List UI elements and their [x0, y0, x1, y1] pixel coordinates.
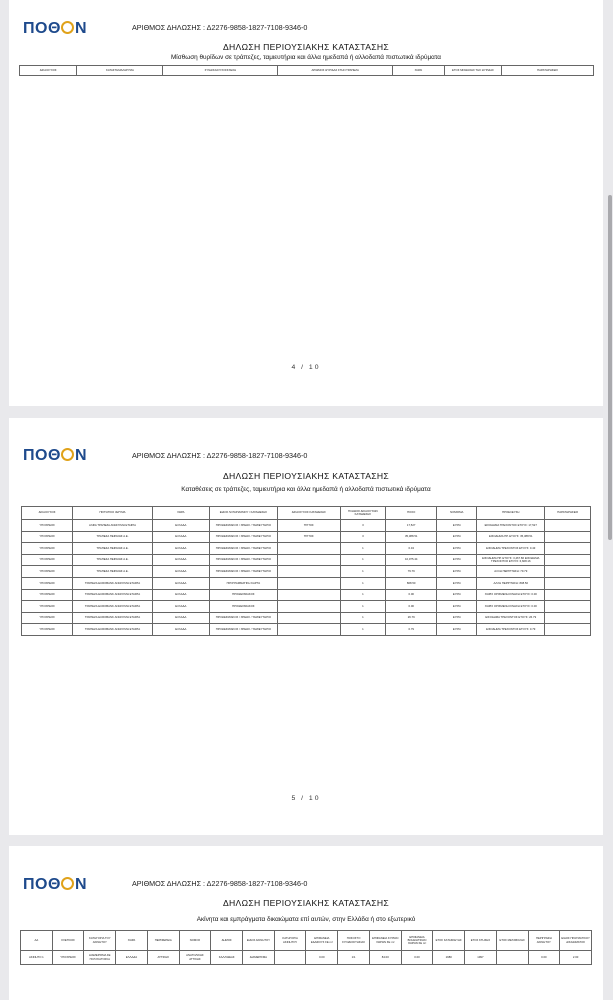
- column-header: ΠΡΟΕΛΕΥΣΗ: [477, 507, 545, 520]
- table-cell: ΥΠΟΧΡΕΟΣ: [22, 601, 73, 613]
- column-header: ΕΠΙΦΑΝΕΙΑ ΚΥΡΙΩΝ ΧΩΡΩΝ ΣΕ m²: [369, 931, 401, 951]
- table-cell: ΥΠΟΧΡΕΟΣ: [22, 624, 73, 636]
- table-cell: ΠΡΟΘΕΣΜΙΑΚΟΣ / ΧΡΕΩΣ / ΤΑΜΙΕΥΤΗΡΙΟ: [209, 531, 277, 543]
- table-cell: 1997: [465, 951, 497, 965]
- column-header: ΣΧΕΤΙΚΟΣ: [52, 931, 84, 951]
- table-cell: ΕΥΡΩ: [437, 566, 477, 578]
- table-cell: [496, 951, 528, 965]
- table-cell: ΕΙΣΟΔΗΜΑ ΠΡ. ΕΤΟΥΣ: 3,467.86 ΕΙΣΟΔΗΜΑ ΤΡΕΧΟΝΤΟΣ ΕΤΟΥΣ: 6,608.16: [477, 554, 545, 566]
- column-header: ΠΟΣΟ: [386, 507, 437, 520]
- table-cell: 1: [340, 566, 386, 578]
- table-cell: 0.00: [528, 951, 560, 965]
- table-cell: ΕΥΡΩ: [437, 520, 477, 532]
- column-header: ΧΩΡΑ: [393, 66, 445, 76]
- pdf-page-4: [9, 0, 603, 406]
- table-cell: ΕΛΛΑΔΑ: [152, 554, 209, 566]
- table-cell: 3: [340, 520, 386, 532]
- table-cell: ΠΡΟΘΕΣΜΙΑΚΟΣ / ΧΡΕΩΣ / ΤΑΜΙΕΥΤΗΡΙΟ: [209, 520, 277, 532]
- table-cell: 1: [340, 612, 386, 624]
- column-header: ΕΤΟΣ ΜΙΣΘΩΣΗΣ ΤΗΣ ΘΥΡΙΔΑΣ: [444, 66, 501, 76]
- table-cell: ΥΠΟΧΡΕΟΣ: [52, 951, 84, 965]
- table-cell: ΤΡΑΠΕΖΑ ΠΕΙΡΑΙΩΣ Α.Ε.: [73, 566, 153, 578]
- table-cell: ΕΥΡΩ: [437, 601, 477, 613]
- poten-logo: ΠΟΘ Ν: [23, 876, 88, 893]
- table-row: [22, 601, 591, 613]
- table-cell: ΤΡΑΠΕΖΑ EUROBANK ΑΝΩΝΥΜΗ ΕΤΑΙΡΙΑ: [73, 601, 153, 613]
- table-header-row: [21, 931, 592, 951]
- column-header: ΕΙΔΟΣ ΛΟΓΑΡΙΑΣΜΟΥ / ΚΑΤΑΘΕΣΗΣ: [209, 507, 277, 520]
- table-cell: ΑΛΛΗ ΠΕΡΙΠΤΩΣΗ: 79.79: [477, 566, 545, 578]
- column-header: ΔΙΚΑΙΟΥΧΟΣ: [22, 507, 73, 520]
- table-cell: ΑΛΦΑ ΤΡΑΠΕΖΑ ΑΝΩΝΥΜΗ ΕΤΑΙΡΙΑ: [73, 520, 153, 532]
- table-cell: ΑΤΤΙΚΗΣ: [147, 951, 179, 965]
- table-cell: 1: [340, 554, 386, 566]
- table-cell: 2.00: [560, 951, 592, 965]
- table-cell: ΕΛΛΑΔΑ: [116, 951, 148, 965]
- section-title: Ακίνητα και εμπράγματα δικαιώματα επί αυτών, στην Ελλάδα ή στο εξωτερικό: [196, 916, 416, 923]
- column-header: ΠΕΡΙΓΡΑΦΗ ΑΚΙΝΗΤΟΥ: [528, 931, 560, 951]
- table-cell: ΕΙΣΟΔΗΜΑ ΤΡΕΧΟΝΤΟΣ ΕΤΟΥΣ: 17,527: [477, 520, 545, 532]
- table-cell: 1/1: [338, 951, 370, 965]
- table-cell: 1: [340, 601, 386, 613]
- column-header: ΧΩΡΑ: [152, 507, 209, 520]
- table-cell: ΧΩΡΙΣ ΟΡΙΣΜΕΝΗ ΚΙΝΗΣΗ ΕΤΟΥΣ: 0.00: [477, 589, 545, 601]
- poten-logo: ΠΟΘ Ν: [23, 447, 88, 464]
- table-cell: ΤΡΑΠΕΖΑ EUROBANK ΑΝΩΝΥΜΗ ΕΤΑΙΡΙΑ: [73, 589, 153, 601]
- column-header: ΝΟΜΟΣ: [179, 931, 211, 951]
- section-title: Μίσθωση θυρίδων σε τράπεζες, ταμιευτήρια και άλλα ημεδαπά ή αλλοδαπά πιστωτικά ιδρύματα: [170, 54, 442, 61]
- section-title: Καταθέσεις σε τράπεζες, ταμιευτήρια και άλλα ημεδαπά ή αλλοδαπά πιστωτικά ιδρύματα: [181, 486, 431, 493]
- column-header: ΕΤΟΣ ΜΕΤΑΒΟΛΗΣ: [496, 931, 528, 951]
- column-header: ΔΙΚΑΙΟΥΧΟΣ: [20, 66, 77, 76]
- table-cell: ΤΡΑΠΕΖΑ EUROBANK ΑΝΩΝΥΜΗ ΕΤΑΙΡΙΑ: [73, 624, 153, 636]
- table-row: [22, 566, 591, 578]
- table-cell: ΕΙΣΟΔΗΜΑ ΤΡΕΧΟΝΤΟΣ ΕΤΟΥΣ: 0.43: [477, 543, 545, 555]
- table-cell: ΕΛΛΑΔΑ: [152, 612, 209, 624]
- column-header: ΝΟΜΙΣΜΑ: [437, 507, 477, 520]
- table-cell: ΠΡΟΘΕΣΜΙΑΚΟΣ: [209, 589, 277, 601]
- column-header: ΚΑΤΑΣΤΗΜΑ/ΙΔΡΥΜΑ: [77, 66, 163, 76]
- table-cell: ΥΠΟΧΡΕΟΣ: [22, 612, 73, 624]
- table-cell: [545, 554, 591, 566]
- table-cell: 0.00: [386, 589, 437, 601]
- table-row: [22, 543, 591, 555]
- table-cell: 0.00: [306, 951, 338, 965]
- table-cell: ΤΡΙΤΟΣ: [278, 531, 341, 543]
- logo-ring-icon: [61, 877, 74, 890]
- table-cell: [274, 951, 306, 965]
- deposits-table: [21, 506, 591, 636]
- column-header: ΠΑΡΑΤΗΡΗΣΕΙΣ: [502, 66, 594, 76]
- table-cell: 79.79: [386, 566, 437, 578]
- table-row: [22, 624, 591, 636]
- table-cell: ΕΛΛΑΔΑ: [152, 601, 209, 613]
- table-cell: ΠΡΟΘΕΣΜΙΑΚΟΣ / ΧΡΕΩΣ / ΤΑΜΙΕΥΤΗΡΙΟ: [209, 612, 277, 624]
- table-cell: ΠΡΟΓΡΑΜΜΑΤΙΚΗ ΚΑΡΤΑ: [209, 577, 277, 589]
- table-cell: [545, 612, 591, 624]
- table-row: [22, 577, 591, 589]
- table-cell: [545, 601, 591, 613]
- real-estate-table: [20, 930, 592, 965]
- table-header-row: [20, 66, 594, 76]
- column-header: ΠΑΡΑΤΗΡΗΣΕΙΣ: [545, 507, 591, 520]
- table-cell: ΥΠΟΧΡΕΟΣ: [22, 531, 73, 543]
- table-cell: ΥΠΟΧΡΕΟΣ: [22, 589, 73, 601]
- table-cell: ΕΛΛΑΔΑ: [152, 624, 209, 636]
- table-cell: [278, 601, 341, 613]
- column-header: ΧΩΡΑ: [116, 931, 148, 951]
- table-cell: 1: [340, 624, 386, 636]
- table-cell: ΑΚΙΝΗΤΟ 1: [21, 951, 53, 965]
- column-header: ΚΑΤΗΓΟΡΙΑ ΑΚΙΝΗΤΟΥ: [274, 931, 306, 951]
- table-cell: ΕΥΡΩ: [437, 554, 477, 566]
- table-cell: ΕΥΡΩ: [437, 531, 477, 543]
- table-cell: ΔΙΑΜΕΡΙΣΜΑ ΣΕ ΠΟΛΥΚΑΤΟΙΚΙΑ: [84, 951, 116, 965]
- table-cell: ΕΙΣΟΔΗΜΑ ΠΡ. ΕΤΟΥΣ: 35,388.51: [477, 531, 545, 543]
- declaration-number: ΑΡΙΘΜΟΣ ΔΗΛΩΣΗΣ : Δ2276-9858-1827-7108-9346-0: [132, 23, 308, 32]
- table-cell: ΥΠΟΧΡΕΟΣ: [22, 554, 73, 566]
- table-cell: ΚΑΛΛΙΘΕΑΣ: [211, 951, 243, 965]
- table-cell: ΤΡΑΠΕΖΑ ΠΕΙΡΑΙΩΣ Α.Ε.: [73, 531, 153, 543]
- table-cell: ΕΛΛΑΔΑ: [152, 577, 209, 589]
- table-cell: [545, 520, 591, 532]
- document-title: ΔΗΛΩΣΗ ΠΕΡΙΟΥΣΙΑΚΗΣ ΚΑΤΑΣΤΑΣΗΣ: [223, 471, 389, 481]
- table-cell: 84.00: [369, 951, 401, 965]
- declaration-number: ΑΡΙΘΜΟΣ ΔΗΛΩΣΗΣ : Δ2276-9858-1827-7108-9346-0: [132, 879, 308, 888]
- table-cell: 1: [340, 589, 386, 601]
- table-cell: ΠΡΟΘΕΣΜΙΑΚΟΣ / ΧΡΕΩΣ / ΤΑΜΙΕΥΤΗΡΙΟ: [209, 554, 277, 566]
- column-header: ΚΑΤΗΓΟΡΙΑ ΤΟΥ ΑΚΙΝΗΤΟΥ: [84, 931, 116, 951]
- page-number: 4 / 10: [291, 364, 321, 371]
- table-cell: [278, 543, 341, 555]
- table-cell: ΑΝΑΤΟΛΙΚΗΣ ΑΤΤΙΚΗΣ: [179, 951, 211, 965]
- safe-deposit-table: [19, 65, 594, 76]
- table-cell: ΕΥΡΩ: [437, 624, 477, 636]
- table-cell: ΕΥΡΩ: [437, 589, 477, 601]
- table-cell: ΕΛΛΑΔΑ: [152, 543, 209, 555]
- column-header: ΕΠΙΦΑΝΕΙΑ ΒΟΗΘΗΤΙΚΩΝ ΧΩΡΩΝ ΣΕ m²: [401, 931, 433, 951]
- table-cell: ΧΩΡΙΣ ΟΡΙΣΜΕΝΗ ΚΙΝΗΣΗ ΕΤΟΥΣ: 0.00: [477, 601, 545, 613]
- table-cell: ΠΡΟΘΕΣΜΙΑΚΟΣ / ΧΡΕΩΣ / ΤΑΜΙΕΥΤΗΡΙΟ: [209, 624, 277, 636]
- table-cell: ΥΠΟΧΡΕΟΣ: [22, 566, 73, 578]
- poten-logo: ΠΟΘ Ν: [23, 20, 88, 37]
- table-cell: 0.79: [386, 624, 437, 636]
- table-cell: 808.50: [386, 577, 437, 589]
- column-header: ΔΗΜΟΣ: [211, 931, 243, 951]
- table-cell: 3: [340, 531, 386, 543]
- column-header: ΕΤΟΣ ΚΑΤΑΣΚΕΥΗΣ: [433, 931, 465, 951]
- vertical-scrollbar[interactable]: [608, 195, 612, 540]
- column-header: ΑΑ: [21, 931, 53, 951]
- column-header: ΕΤΟΣ ΚΤΗΣΗΣ: [465, 931, 497, 951]
- table-cell: [278, 566, 341, 578]
- table-cell: [278, 554, 341, 566]
- table-header-row: [22, 507, 591, 520]
- table-cell: 1: [340, 543, 386, 555]
- table-cell: [278, 577, 341, 589]
- table-cell: [545, 577, 591, 589]
- logo-ring-icon: [61, 448, 74, 461]
- table-row: [21, 951, 592, 965]
- column-header: ΣΥΝΔΙΚΑΙΟΥΧΟΙ/ΣΧΕΣΗ: [163, 66, 278, 76]
- table-cell: ΕΛΛΑΔΑ: [152, 520, 209, 532]
- table-cell: 17,527: [386, 520, 437, 532]
- table-cell: 35,388.51: [386, 531, 437, 543]
- column-header: ΕΙΔΟΣ ΑΚΙΝΗΤΟΥ: [243, 931, 275, 951]
- table-cell: ΕΛΛΑΔΑ: [152, 531, 209, 543]
- page-number: 5 / 10: [291, 795, 321, 802]
- table-cell: ΤΡΙΤΟΣ: [278, 520, 341, 532]
- pdf-page-6: [9, 846, 603, 1000]
- table-cell: ΤΡΑΠΕΖΑ ΠΕΙΡΑΙΩΣ Α.Ε.: [73, 554, 153, 566]
- table-cell: ΤΡΑΠΕΖΑ ΠΕΙΡΑΙΩΣ Α.Ε.: [73, 543, 153, 555]
- table-cell: ΤΡΑΠΕΖΑ EUROBANK ΑΝΩΝΥΜΗ ΕΤΑΙΡΙΑ: [73, 612, 153, 624]
- column-header: ΠΛΗΘΟΣ ΔΙΚΑΙΟΥΧΩΝ ΚΑΤΑΘΕΣΗΣ: [340, 507, 386, 520]
- table-row: [22, 612, 591, 624]
- table-cell: [545, 566, 591, 578]
- table-cell: ΕΛΛΑΔΑ: [152, 589, 209, 601]
- table-cell: ΠΡΟΘΕΣΜΙΑΚΟΣ / ΧΡΕΩΣ / ΤΑΜΙΕΥΤΗΡΙΟ: [209, 543, 277, 555]
- table-cell: 1: [340, 577, 386, 589]
- column-header: ΠΙΣΤΩΤΙΚΟ ΙΔΡΥΜΑ: [73, 507, 153, 520]
- column-header: ΕΙΔΟΣ ΠΡΑΓΜΑΤΙΚΟΥ ΔΙΚΑΙΩΜΑΤΟΣ: [560, 931, 592, 951]
- column-header: ΕΠΙΦΑΝΕΙΑ ΕΔΑΦΟΥΣ ΣΕ m²: [306, 931, 338, 951]
- table-cell: [545, 543, 591, 555]
- table-cell: ΠΡΟΘΕΣΜΙΑΚΟΣ: [209, 601, 277, 613]
- table-cell: 0.43: [386, 543, 437, 555]
- column-header: ΔΙΚΑΙΟΥΧΟΣ ΚΑΤΑΘΕΣΗΣ: [278, 507, 341, 520]
- table-cell: 0.00: [401, 951, 433, 965]
- table-cell: ΕΥΡΩ: [437, 612, 477, 624]
- table-row: [22, 531, 591, 543]
- table-row: [22, 554, 591, 566]
- column-header: ΠΕΡΙΦΕΡΕΙΑ: [147, 931, 179, 951]
- table-cell: ΕΛΛΑΔΑ: [152, 566, 209, 578]
- table-cell: [278, 612, 341, 624]
- table-cell: [545, 589, 591, 601]
- document-title: ΔΗΛΩΣΗ ΠΕΡΙΟΥΣΙΑΚΗΣ ΚΑΤΑΣΤΑΣΗΣ: [223, 898, 389, 908]
- declaration-number: ΑΡΙΘΜΟΣ ΔΗΛΩΣΗΣ : Δ2276-9858-1827-7108-9346-0: [132, 451, 308, 460]
- table-row: [22, 520, 591, 532]
- table-cell: 1980: [433, 951, 465, 965]
- table-cell: ΠΡΟΘΕΣΜΙΑΚΟΣ / ΧΡΕΩΣ / ΤΑΜΙΕΥΤΗΡΙΟ: [209, 566, 277, 578]
- table-cell: 26.79: [386, 612, 437, 624]
- table-cell: ΥΠΟΧΡΕΟΣ: [22, 577, 73, 589]
- logo-ring-icon: [61, 21, 74, 34]
- table-cell: 0.00: [386, 601, 437, 613]
- column-header: ΑΡΙΘΜΟΣ ΘΥΡΙΔΑΣ ΣΤΗΝ ΤΡΑΠΕΖΑ: [278, 66, 393, 76]
- table-cell: ΔΙΑΜΕΡΙΣΜΑ: [243, 951, 275, 965]
- table-cell: ΕΙΣΟΔΗΜΑ ΤΡΕΧΟΝΤΟΣ ΕΤΟΥΣ: 26.79: [477, 612, 545, 624]
- table-cell: ΥΠΟΧΡΕΟΣ: [22, 520, 73, 532]
- table-row: [22, 589, 591, 601]
- table-cell: [278, 624, 341, 636]
- table-cell: [545, 624, 591, 636]
- table-cell: ΕΥΡΩ: [437, 543, 477, 555]
- table-cell: ΑΛΛΗ ΠΕΡΙΠΤΩΣΗ: 808.50: [477, 577, 545, 589]
- table-cell: [278, 589, 341, 601]
- table-cell: [545, 531, 591, 543]
- table-cell: ΥΠΟΧΡΕΟΣ: [22, 543, 73, 555]
- pdf-page-5: [9, 418, 603, 835]
- document-title: ΔΗΛΩΣΗ ΠΕΡΙΟΥΣΙΑΚΗΣ ΚΑΤΑΣΤΑΣΗΣ: [223, 42, 389, 52]
- table-cell: ΤΡΑΠΕΖΑ EUROBANK ΑΝΩΝΥΜΗ ΕΤΑΙΡΙΑ: [73, 577, 153, 589]
- column-header: ΠΟΣΟΣΤΟ ΣΥΝΙΔΙΟΚΤΗΣΙΑΣ: [338, 931, 370, 951]
- table-cell: ΕΥΡΩ: [437, 577, 477, 589]
- table-cell: 10,075.44: [386, 554, 437, 566]
- table-cell: ΕΙΣΟΔΗΜΑ ΤΡΕΧΟΝΤΟΣ ΕΤΟΥΣ: 0.79: [477, 624, 545, 636]
